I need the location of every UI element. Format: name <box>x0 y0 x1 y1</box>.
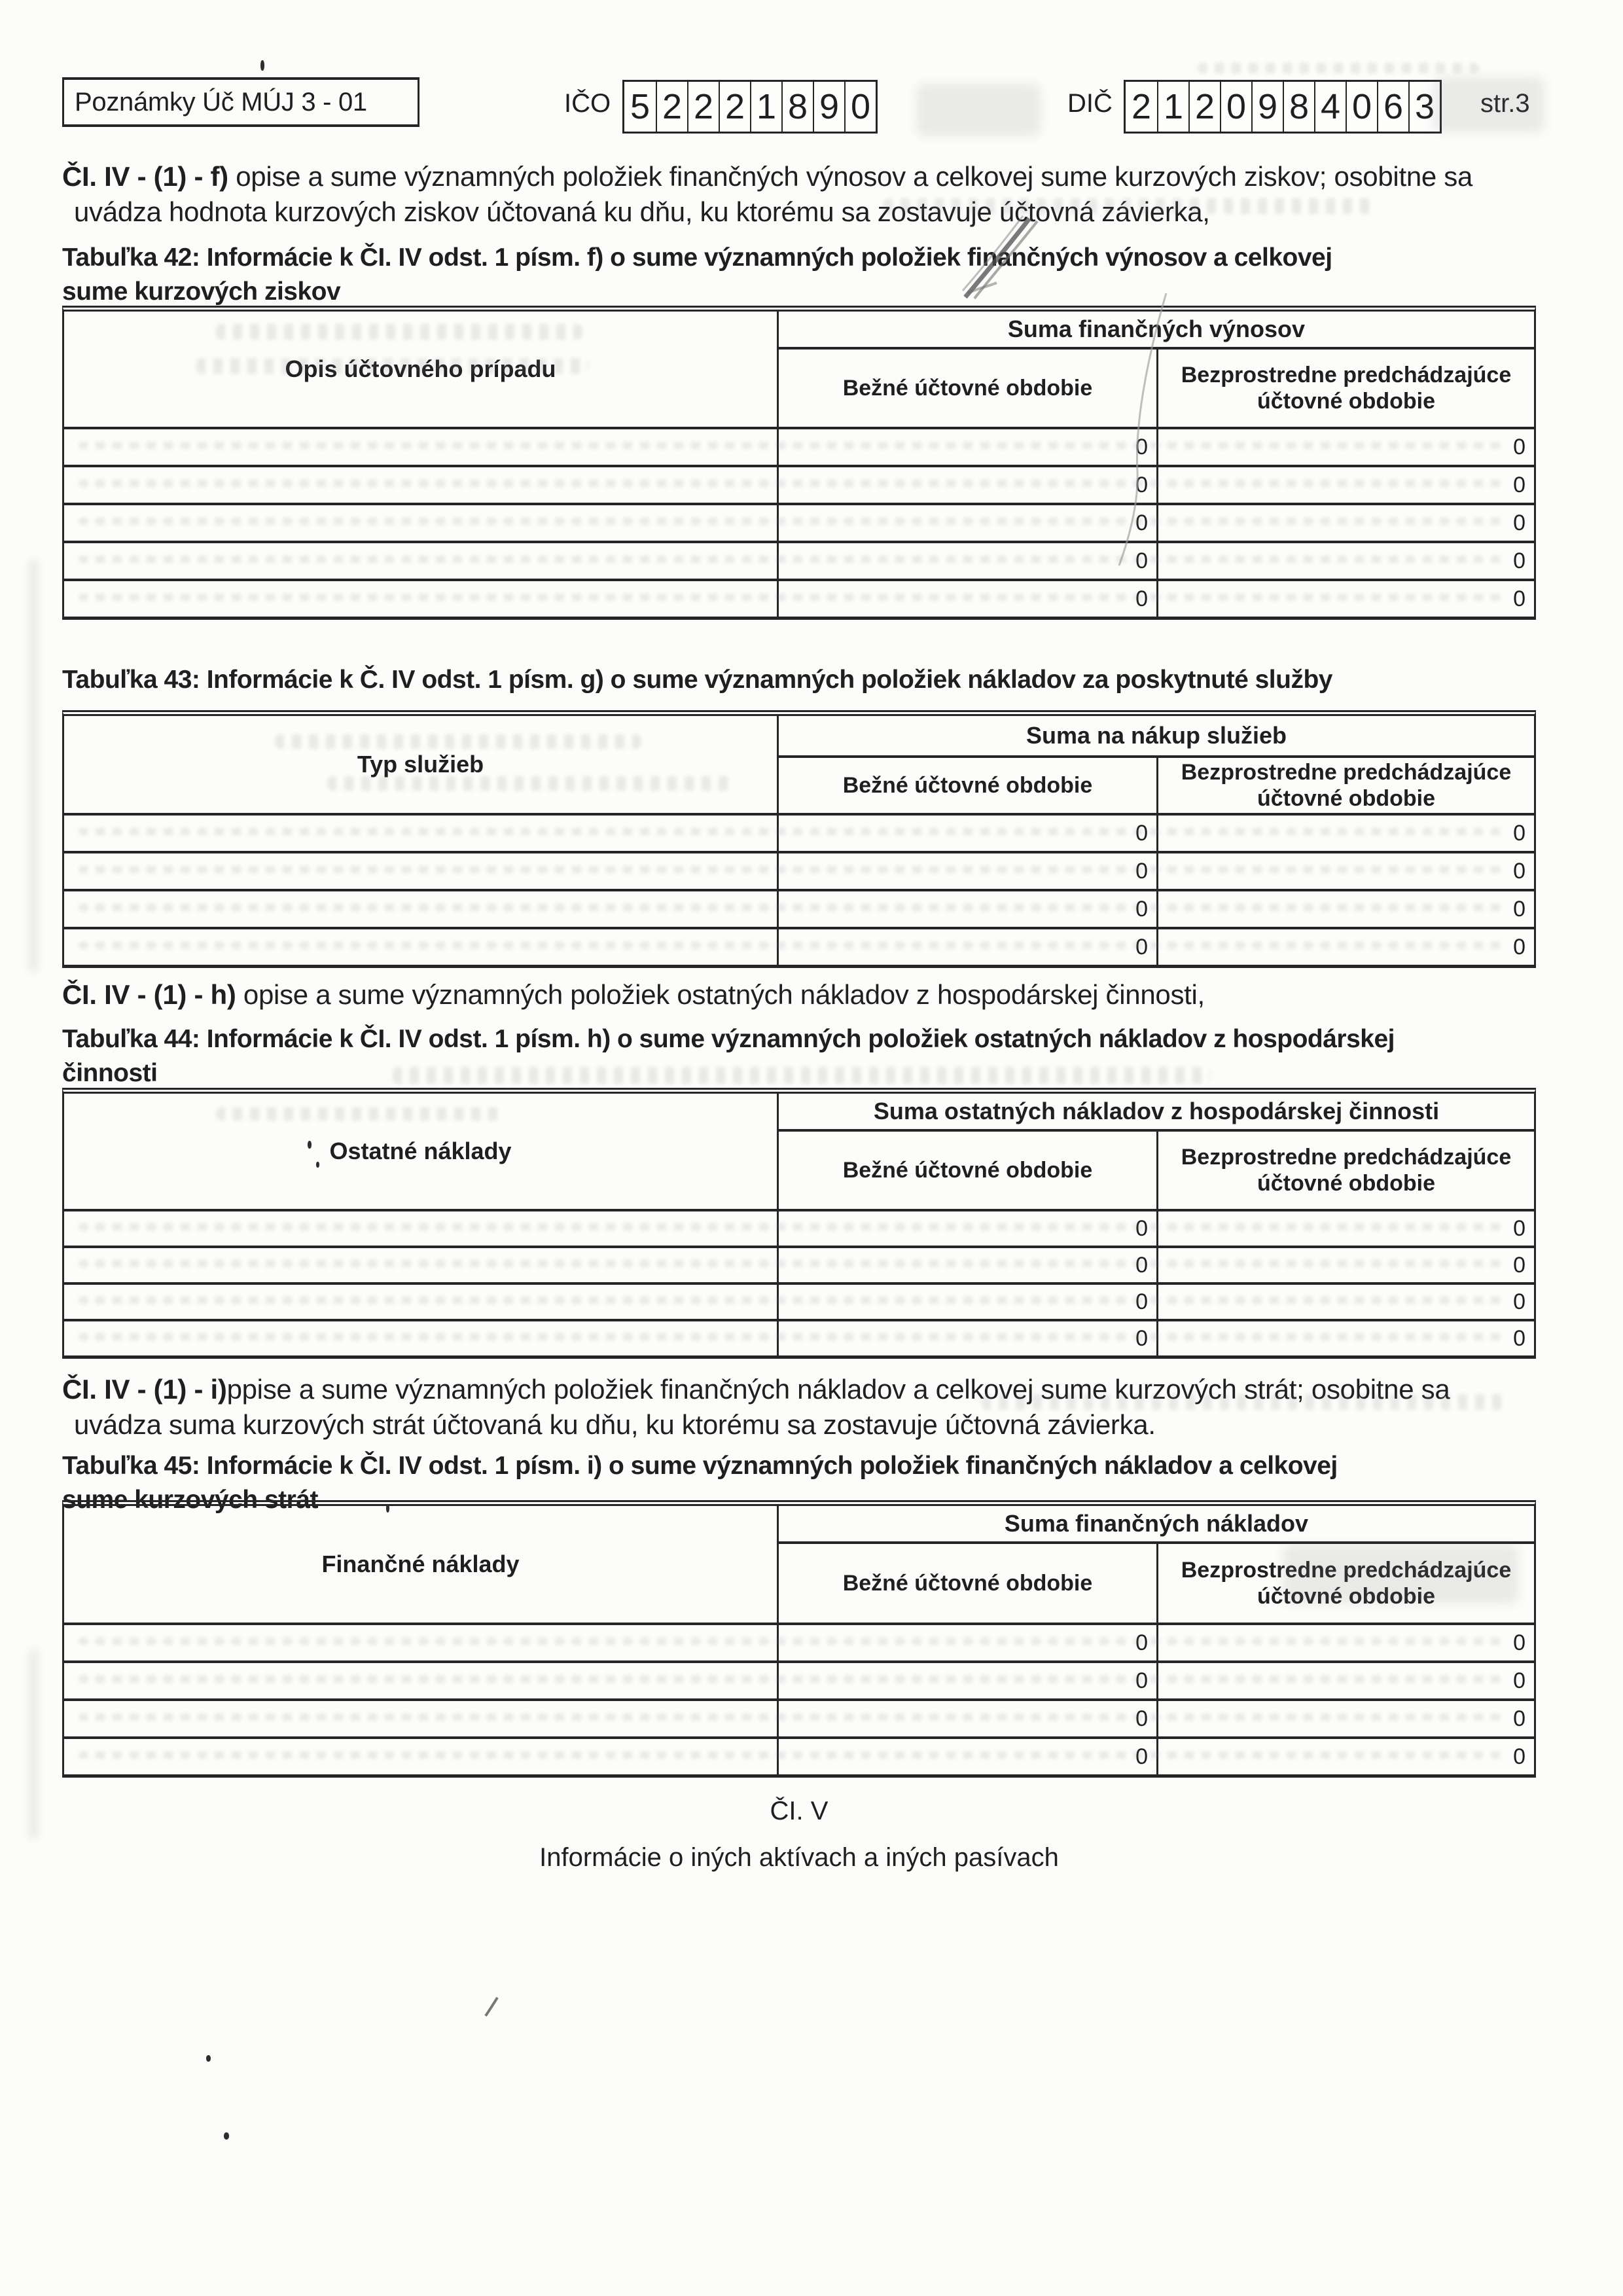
ico-digit-cell: 8 <box>781 82 813 132</box>
col1-header: Ostatné náklady <box>329 1138 512 1164</box>
row-label-cell <box>64 581 777 617</box>
table-45-header <box>64 1506 1534 1623</box>
group-header: Suma finančných nákladov <box>777 1506 1534 1544</box>
group-header: Suma ostatných nákladov z hospodárskej činnosti <box>777 1094 1534 1132</box>
table-44-caption: Tabuľka 44: Informácie k ČI. IV odst. 1 písm. h) o sume významných položiek ostatných nákladov z hospodárskej činnosti <box>62 1025 1395 1087</box>
table-44 <box>62 1088 1536 1359</box>
page-number: str.3 <box>1480 89 1530 118</box>
row-label-cell <box>64 1285 777 1319</box>
dic-digit-cell: 1 <box>1157 82 1188 132</box>
row-label-cell <box>64 891 777 927</box>
row-label-cell <box>64 816 777 851</box>
current-value-cell: 0 <box>777 1625 1156 1660</box>
dic-digit-cell: 4 <box>1314 82 1346 132</box>
paragraph-i <box>62 1372 1450 1443</box>
article-v-title: ČI. V <box>770 1797 829 1825</box>
group-header: Suma na nákup služieb <box>777 716 1534 758</box>
paragraph-i-line1: ČI. IV - (1) - i)ppise a sume významných položiek finančných nákladov a celkovej sume kurzových strát; osobitne sa <box>62 1374 1450 1405</box>
row-label-cell <box>64 505 777 541</box>
previous-value-cell: 0 <box>1156 543 1534 579</box>
table-row <box>64 1736 1534 1774</box>
subheader-current-period: Bežné účtovné obdobie <box>777 1544 1156 1623</box>
previous-value-cell: 0 <box>1156 1739 1534 1774</box>
table-row <box>64 465 1534 503</box>
paragraph-f-line2: uvádza hodnota kurzových ziskov účtovaná ku dňu, ku ktorému sa zostavuje účtovná závierka, <box>74 196 1210 227</box>
dic-digit-grid <box>1124 80 1442 134</box>
article-ref-bold: ČI. IV - (1) - f) <box>62 161 228 192</box>
current-value-cell: 0 <box>777 581 1156 617</box>
ico-digit-cell: 1 <box>750 82 781 132</box>
previous-value-cell: 0 <box>1156 891 1534 927</box>
row-label-cell <box>64 429 777 465</box>
table-42-header <box>64 312 1534 427</box>
paragraph-h-line1: ČI. IV - (1) - h) opise a sume významných položiek ostatných nákladov z hospodárskej činnosti, <box>62 979 1205 1010</box>
col1-header: Opis účtovného prípadu <box>285 355 556 382</box>
dic-digit-cell: 9 <box>1251 82 1283 132</box>
row-label-cell <box>64 1321 777 1355</box>
current-value-cell: 0 <box>777 1321 1156 1355</box>
table-row <box>64 1319 1534 1355</box>
paragraph-f-line1: ČI. IV - (1) - f) opise a sume významných položiek finančných výnosov a celkovej sume kurzových ziskov; osobitne sa <box>62 161 1473 192</box>
paragraph-f <box>62 159 1472 230</box>
current-value-cell: 0 <box>777 1663 1156 1698</box>
current-value-cell: 0 <box>777 543 1156 579</box>
current-value-cell: 0 <box>777 1285 1156 1319</box>
subheader-current-period: Bežné účtovné obdobie <box>777 350 1156 427</box>
row-label-cell <box>64 543 777 579</box>
paragraph-h <box>62 977 1205 1013</box>
current-value-cell: 0 <box>777 467 1156 503</box>
ico-digit-grid <box>622 80 878 134</box>
row-label-cell <box>64 1663 777 1698</box>
scratch-artifact <box>482 1995 501 2018</box>
table-42 <box>62 306 1536 620</box>
row-label-cell <box>64 1625 777 1660</box>
table-row <box>64 927 1534 965</box>
table-row <box>64 1282 1534 1319</box>
scan-streak <box>29 560 38 972</box>
current-value-cell: 0 <box>777 1701 1156 1736</box>
current-value-cell: 0 <box>777 929 1156 965</box>
ico-digit-cell: 0 <box>844 82 876 132</box>
table-row <box>64 813 1534 851</box>
table-row <box>64 1209 1534 1246</box>
table-row <box>64 1623 1534 1660</box>
article-ref-bold: ČI. IV - (1) - i) <box>62 1374 227 1405</box>
ico-digit-cell: 2 <box>687 82 719 132</box>
article-ref-bold: ČI. IV - (1) - h) <box>62 979 236 1010</box>
ico-digit-cell: 2 <box>656 82 687 132</box>
ico-digit-cell: 5 <box>630 87 651 126</box>
previous-value-cell: 0 <box>1156 816 1534 851</box>
dic-label: DIČ <box>1067 89 1113 118</box>
current-value-cell: 0 <box>777 429 1156 465</box>
ico-label: IČO <box>564 89 611 118</box>
table-row <box>64 579 1534 617</box>
paper-speck <box>224 2132 229 2140</box>
current-value-cell: 0 <box>777 816 1156 851</box>
row-label-cell <box>64 1248 777 1282</box>
col1-header: Typ služieb <box>357 751 484 778</box>
subheader-current-period: Bežné účtovné obdobie <box>777 1132 1156 1209</box>
row-label-cell <box>64 1701 777 1736</box>
table-43-caption: Tabuľka 43: Informácie k Č. IV odst. 1 písm. g) o sume významných položiek nákladov za poskytnuté služby <box>62 666 1332 694</box>
scan-smudge <box>1198 63 1479 73</box>
paragraph-i-line2: uvádza suma kurzových strát účtovaná ku dňu, ku ktorému sa zostavuje účtovná závierka. <box>74 1409 1156 1440</box>
form-code-text: Poznámky Úč MÚJ 3 - 01 <box>75 87 367 117</box>
table-row <box>64 1660 1534 1698</box>
row-label-cell <box>64 467 777 503</box>
previous-value-cell: 0 <box>1156 1625 1534 1660</box>
dic-digit-cell: 6 <box>1377 82 1408 132</box>
paper-speck <box>260 60 264 71</box>
current-value-cell: 0 <box>777 853 1156 889</box>
ico-digit-cell: 9 <box>813 82 844 132</box>
col1-header: Finančné náklady <box>321 1551 520 1577</box>
scan-streak <box>29 1649 38 1839</box>
dic-digit-cell: 2 <box>1188 82 1220 132</box>
current-value-cell: 0 <box>777 1248 1156 1282</box>
subheader-previous-period: Bezprostredne predchádzajúce účtovné obdobie <box>1156 1132 1534 1209</box>
row-label-cell <box>64 1211 777 1246</box>
dic-digit-cell: 3 <box>1408 82 1440 132</box>
previous-value-cell: 0 <box>1156 467 1534 503</box>
ico-digit-cell: 2 <box>719 82 750 132</box>
table-row <box>64 427 1534 465</box>
article-v-subtitle: Informácie o iných aktívach a iných pasívach <box>539 1843 1059 1872</box>
table-45 <box>62 1500 1536 1778</box>
row-label-cell <box>64 929 777 965</box>
dic-digit-cell: 0 <box>1220 82 1251 132</box>
form-code-box <box>62 77 419 127</box>
subheader-current-period: Bežné účtovné obdobie <box>777 758 1156 813</box>
table-row <box>64 1246 1534 1282</box>
current-value-cell: 0 <box>777 1211 1156 1246</box>
table-43 <box>62 710 1536 968</box>
current-value-cell: 0 <box>777 1739 1156 1774</box>
table-42-caption: Tabuľka 42: Informácie k ČI. IV odst. 1 písm. f) o sume významných položiek finančných výnosov a celkovej sume kurzových ziskov <box>62 243 1332 306</box>
scan-smudge <box>916 84 1041 136</box>
previous-value-cell: 0 <box>1156 429 1534 465</box>
row-label-cell <box>64 853 777 889</box>
table-row <box>64 1698 1534 1736</box>
dic-digit-cell: 2 <box>1131 87 1152 126</box>
table-43-header <box>64 716 1534 813</box>
table-row <box>64 541 1534 579</box>
previous-value-cell: 0 <box>1156 1663 1534 1698</box>
subheader-previous-period: Bezprostredne predchádzajúce účtovné obdobie <box>1156 758 1534 813</box>
dic-digit-cell: 8 <box>1283 82 1314 132</box>
previous-value-cell: 0 <box>1156 1701 1534 1736</box>
group-header: Suma finančných výnosov <box>777 312 1534 350</box>
previous-value-cell: 0 <box>1156 581 1534 617</box>
current-value-cell: 0 <box>777 505 1156 541</box>
paper-speck <box>206 2055 211 2062</box>
table-45-caption: Tabuľka 45: Informácie k ČI. IV odst. 1 písm. i) o sume významných položiek finančných nákladov a celkovej sume kurzových strát <box>62 1452 1338 1514</box>
previous-value-cell: 0 <box>1156 505 1534 541</box>
previous-value-cell: 0 <box>1156 929 1534 965</box>
previous-value-cell: 0 <box>1156 1211 1534 1246</box>
table-row <box>64 503 1534 541</box>
previous-value-cell: 0 <box>1156 1285 1534 1319</box>
current-value-cell: 0 <box>777 891 1156 927</box>
table-row <box>64 889 1534 927</box>
previous-value-cell: 0 <box>1156 1321 1534 1355</box>
subheader-previous-period: Bezprostredne predchádzajúce účtovné obdobie <box>1156 350 1534 427</box>
previous-value-cell: 0 <box>1156 853 1534 889</box>
dic-digit-cell: 0 <box>1346 82 1377 132</box>
subheader-previous-period: Bezprostredne predchádzajúce účtovné obdobie <box>1156 1544 1534 1623</box>
table-row <box>64 851 1534 889</box>
row-label-cell <box>64 1739 777 1774</box>
table-44-header <box>64 1094 1534 1209</box>
previous-value-cell: 0 <box>1156 1248 1534 1282</box>
